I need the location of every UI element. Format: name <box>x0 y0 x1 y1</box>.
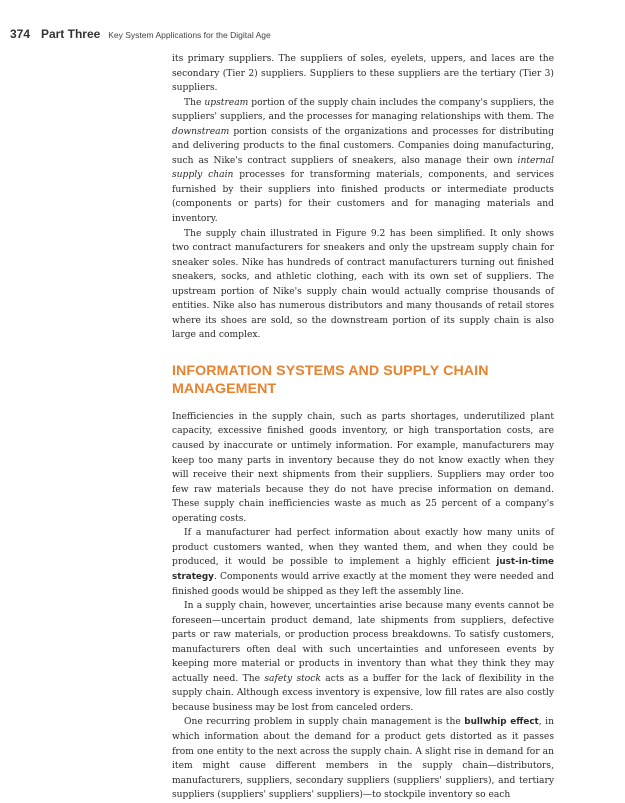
paragraph: One recurring problem in supply chain management is the bullwhip effect, in which information about the demand for a product gets distorted as it passes from one entity to the next across the supply chain. A slight rise in demand for an item might cause different members in the supply chain—distributors, manufacturers, suppliers, secondary suppliers (suppliers' suppliers), and tertiary suppliers (suppliers' suppliers' suppliers)—to stockpile inventory so each <box>172 717 554 801</box>
running-header <box>10 27 605 41</box>
paragraph: Inefficiencies in the supply chain, such as parts shortages, underutilized plant capacity, excessive finished goods inventory, or high transportation costs, are caused by inaccurate or untimely information. For example, manufacturers may keep too many parts in inventory because they do not know exactly when they will receive their next shipments from their suppliers. Suppliers may order too few raw materials because they do not have precise information on demand. These supply chain inefficiencies waste as much as 25 percent of a company's operating costs. <box>172 411 554 524</box>
paragraph: The upstream portion of the supply chain includes the company's suppliers, the suppliers' suppliers, and the processes for managing relationships with them. The downstream portion consists of the organizations and processes for distributing and delivering products to the final customers. Companies doing manufacturing, such as Nike's contract suppliers of sneakers, also manage their own internal supply chain processes for transforming materials, components, and services furnished by their suppliers into finished products or intermediate products (components or parts) for their customers and for managing materials and inventory. <box>172 97 555 225</box>
paragraph: If a manufacturer had perfect information about exactly how many units of product customers wanted, when they wanted them, and when they could be produced, it would be possible to implement a highly efficient just-in-time strategy. Components would arrive exactly at the moment they were needed and finished goods would be shipped as they left the assembly line. <box>172 528 554 597</box>
page-number: 374 <box>10 27 31 41</box>
section-heading: INFORMATION SYSTEMS AND SUPPLY CHAIN MANAGEMENT <box>172 362 489 397</box>
body-text <box>172 52 554 803</box>
paragraph: In a supply chain, however, uncertainties arise because many events cannot be foreseen—uncertain product demand, late shipments from suppliers, defective parts or raw materials, or production process breakdowns. To satisfy customers, manufacturers often deal with such uncertainties and unforeseen events by keeping more material or products in inventory than what they think they may actually need. The safety stock acts as a buffer for the lack of flexibility in the supply chain. Although excess inventory is expensive, low fill rates are also costly because business may be lost from canceled orders. <box>172 601 554 713</box>
paragraph: its primary suppliers. The suppliers of soles, eyelets, uppers, and laces are the secondary (Tier 2) suppliers. Suppliers to these suppliers are the tertiary (Tier 3) suppliers. <box>172 54 554 94</box>
section-title: Key System Applications for the Digital Age <box>108 30 271 40</box>
part-label: Part Three <box>40 27 101 41</box>
paragraph: The supply chain illustrated in Figure 9.2 has been simplified. It only shows two contract manufacturers for sneakers and only the upstream supply chain for sneaker soles. Nike has hundreds of contract manufacturers turning out finished sneakers, socks, and athletic clothing, each with its own set of suppliers. The upstream portion of Nike's supply chain would actually comprise thousands of entities. Nike also has numerous distributors and many thousands of retail stores where its shoes are sold, so the downstream portion of its supply chain is also large and complex. <box>172 228 554 341</box>
